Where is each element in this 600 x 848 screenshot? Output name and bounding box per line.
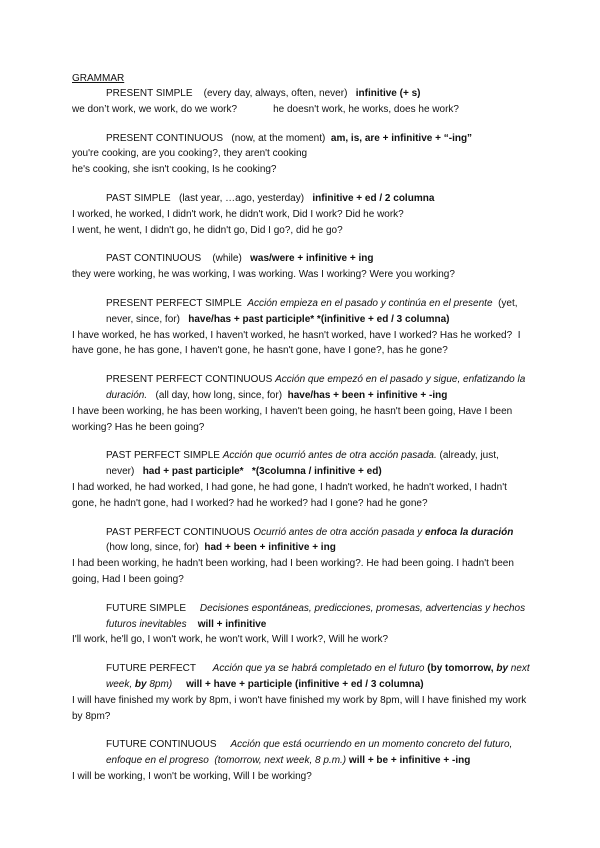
section-note: Decisiones espontáneas, predicciones, promesas, advertencias y hechos futuros inevitables [106, 602, 526, 630]
section-hint: (how long, since, for) [106, 542, 199, 554]
section-hint: (already, just, never) [106, 450, 499, 478]
section-examples: you're cooking, are you cooking?, they aren't cooking [72, 148, 308, 160]
section-title: PAST CONTINUOUS [106, 253, 202, 265]
section-future-simple [72, 601, 532, 648]
section-note-emphasis: enfoca la duración [425, 526, 514, 538]
section-past-perfect-simple [72, 448, 532, 511]
section-examples: I had been working, he hadn't been working, had I been working?. He had been going. I hadn't been going, Had I been going? [72, 558, 514, 585]
section-hint: by [496, 663, 509, 675]
section-note: Acción que está ocurriendo en un momento concreto del futuro, enfoque en el progreso [106, 739, 513, 767]
section-present-continuous [72, 131, 532, 178]
section-hint: (by [427, 663, 443, 675]
section-hint: (tomorrow, next week, 8 p.m.) [214, 755, 347, 767]
section-hint: (all day, how long, since, for) [155, 389, 283, 401]
section-formula: have/has + past participle* *(infinitive + ed / 3 columna) [188, 313, 450, 325]
section-hint: (last year, …ago, yesterday) [179, 192, 305, 204]
section-hint: (now, at the moment) [231, 132, 326, 144]
section-examples: he doesn't work, he works, does he work? [273, 103, 459, 115]
section-past-continuous [72, 251, 532, 283]
section-examples: I worked, he worked, I didn't work, he didn't work, Did I work? Did he work? [72, 208, 404, 220]
section-formula: am, is, are + infinitive + “-ing” [330, 132, 473, 144]
section-note: Acción que ocurrió antes de otra acción pasada. [222, 450, 437, 462]
section-examples: they were working, he was working, I was working. Was I working? Were you working? [72, 269, 455, 281]
section-examples: I have gone, he has gone, I haven't gone, he hasn't gone, have I gone?, has he gone? [72, 329, 521, 357]
grammar-page [72, 72, 532, 798]
section-hint: 8pm) [149, 678, 173, 690]
section-examples: I had worked, he had worked, I had gone, he had gone, I hadn't worked, he hadn't worked, I hadn't gone, he hadn't gone, had I worked? had he worked? had I gone? had he gone? [72, 481, 507, 509]
section-examples: I have worked, he has worked, I haven't worked, he hasn't worked, have I worked? Has he worked? [72, 329, 513, 341]
page-heading: GRAMMAR [72, 73, 125, 84]
section-title: PAST SIMPLE [106, 192, 171, 204]
section-hint: by [134, 678, 147, 690]
section-present-perfect-continuous [72, 372, 532, 435]
section-formula: will + have + participle (infinitive + ed / 3 columna) [186, 678, 424, 690]
section-formula: *(3columna / infinitive + ed) [251, 466, 382, 478]
section-title: PRESENT PERFECT CONTINUOUS [106, 374, 273, 386]
section-title: PAST PERFECT CONTINUOUS [106, 526, 251, 538]
section-past-simple [72, 191, 532, 238]
section-examples: we don’t work, we work, do we work? [72, 103, 238, 115]
section-present-simple [72, 86, 532, 118]
section-note: Acción empieza en el pasado y continúa en el presente [247, 297, 493, 309]
section-hint: (while) [212, 253, 242, 265]
section-present-perfect-simple [72, 296, 532, 359]
section-hint: next week, [106, 663, 530, 690]
section-title: PRESENT PERFECT SIMPLE [106, 297, 242, 309]
section-title: PRESENT SIMPLE [106, 88, 193, 99]
section-title: PRESENT CONTINUOUS [106, 132, 224, 144]
section-formula: will + be + infinitive + -ing [348, 755, 471, 767]
section-title: FUTURE SIMPLE [106, 602, 187, 614]
section-hint: (every day, always, often, never) [203, 88, 348, 99]
section-formula: infinitive + ed / 2 columna [312, 192, 435, 204]
section-formula: infinitive (+ s) [355, 88, 421, 99]
section-note: Acción que ya se habrá completado en el futuro [212, 663, 425, 675]
section-formula: have/has + been + infinitive + -ing [287, 389, 448, 401]
section-hint: (yet, never, since, for) [106, 297, 518, 325]
section-past-perfect-continuous [72, 525, 532, 588]
section-examples: I will have finished my work by 8pm, i won't have finished my work by 8pm, will I have finished my work by 8pm? [72, 694, 527, 722]
section-examples: I'll work, he'll go, I won't work, he won't work, Will I work?, Will he work? [72, 634, 389, 646]
section-formula: was/were + infinitive + ing [250, 253, 374, 265]
section-formula: had + past participle* [142, 466, 244, 478]
section-examples: he's cooking, she isn't cooking, Is he cooking? [72, 164, 277, 176]
section-title: PAST PERFECT SIMPLE [106, 450, 220, 462]
section-note: Acción que empezó en el pasado y sigue, enfatizando la duración. [106, 374, 526, 401]
section-formula: will + infinitive [197, 618, 267, 630]
section-note: Ocurrió antes de otra acción pasada y [253, 526, 423, 538]
section-future-continuous [72, 737, 532, 784]
section-examples: I have been working, he has been working, I haven't been going, he hasn't been going, Have I been working? Has he been going? [72, 405, 513, 433]
section-examples: I will be working, I won't be working, Will I be working? [72, 770, 312, 782]
section-future-perfect [72, 661, 532, 724]
section-title: FUTURE PERFECT [106, 663, 196, 675]
section-title: FUTURE CONTINUOUS [106, 739, 217, 751]
section-formula: had + been + infinitive + ing [204, 542, 336, 554]
section-examples: I went, he went, I didn't go, he didn't go, Did I go?, did he go? [72, 224, 343, 236]
section-hint: tomorrow, [445, 663, 494, 675]
